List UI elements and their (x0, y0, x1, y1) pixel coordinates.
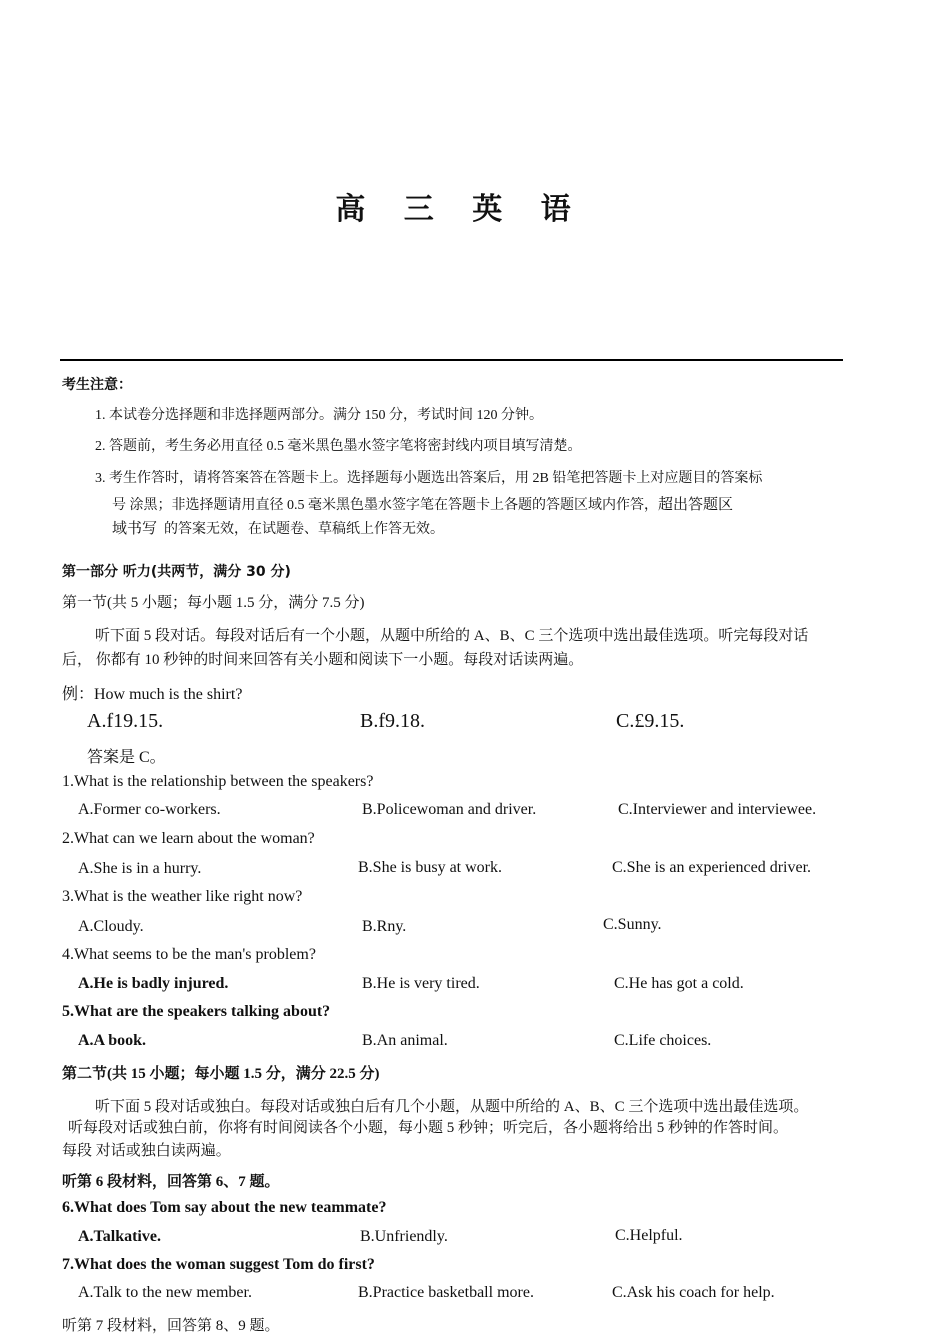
question-2-option-a: A.She is in a hurry. (78, 860, 202, 877)
notice-item-1: 1. 本试卷分选择题和非选择题两部分。满分 150 分，考试时间 120 分钟。 (95, 408, 543, 423)
part1-heading: 第一部分 听力(共两节，满分 30 分) (62, 564, 291, 580)
notice-item-3-line1: 3. 考生作答时，请将答案答在答题卡上。选择题每小题选出答案后，用 2B 铅笔把答题卡上对应题目的答案标 (95, 471, 763, 486)
notice-item-3-line3-a: 域书写 (112, 519, 158, 537)
notice-item-3-line3-b: 的答案无效，在试题卷、草稿纸上作答无效。 (164, 522, 445, 537)
question-3-option-c: C.Sunny. (603, 916, 662, 933)
section1-heading: 第一节(共 5 小题；每小题 1.5 分，满分 7.5 分) (62, 595, 365, 611)
question-6-option-a: A.Talkative. (78, 1228, 161, 1245)
notice-item-3-line2 (112, 493, 733, 514)
question-1-option-a: A.Former co-workers. (78, 801, 221, 818)
question-5: 5.What are the speakers talking about? (62, 1003, 331, 1020)
question-3-option-b: B.Rny. (362, 918, 407, 935)
section2-heading: 第二节(共 15 小题；每小题 1.5 分，满分 22.5 分) (62, 1066, 380, 1082)
question-3-option-a: A.Cloudy. (78, 918, 144, 935)
question-6: 6.What does Tom say about the new teammate? (62, 1199, 387, 1216)
question-1-option-b: B.Policewoman and driver. (362, 801, 537, 818)
divider-rule (60, 359, 843, 361)
question-4-option-a: A.He is badly injured. (78, 975, 229, 992)
example-option-b: B.f9.18. (360, 710, 425, 732)
question-4-option-b: B.He is very tired. (362, 975, 480, 992)
page-title: 高 三 英 语 (335, 192, 585, 227)
question-5-option-a: A.A book. (78, 1032, 147, 1049)
question-6-option-c: C.Helpful. (615, 1227, 683, 1244)
section2-instructions-line1: 听下面 5 段对话或独白。每段对话或独白后有几个小题，从题中所给的 A、B、C 三个选项中选出最佳选项。 (95, 1099, 809, 1115)
notice-item-3-line2-a: 号 涂黑；非选择题请用直径 0.5 毫米黑色墨水签字笔在答题卡上各题的答题区域内作答， (112, 498, 658, 513)
question-7-option-a: A.Talk to the new member. (78, 1284, 252, 1301)
material-7-heading: 听第 7 段材料，回答第 8、9 题。 (62, 1318, 280, 1334)
section1-instructions-line1: 听下面 5 段对话。每段对话后有一个小题，从题中所给的 A、B、C 三个选项中选出最佳选项。听完每段对话 (95, 628, 809, 644)
notice-heading: 考生注意： (62, 377, 132, 393)
material-6-heading: 听第 6 段材料，回答第 6、7 题。 (62, 1174, 280, 1190)
question-4: 4.What seems to be the man's problem? (62, 946, 316, 963)
question-7: 7.What does the woman suggest Tom do first? (62, 1256, 375, 1273)
example-answer: 答案是 C。 (87, 749, 166, 766)
question-1: 1.What is the relationship between the speakers? (62, 773, 374, 790)
question-5-option-b: B.An animal. (362, 1032, 448, 1049)
section2-instructions-line2: 听每段对话或独白前，你将有时间阅读各个小题，每小题 5 秒钟；听完后，各小题将给出 5 秒钟的作答时间。 (68, 1120, 789, 1136)
example-question: 例：How much is the shirt? (62, 686, 243, 703)
question-2-option-b: B.She is busy at work. (358, 859, 502, 876)
question-2: 2.What can we learn about the woman? (62, 830, 315, 847)
example-option-c: C.£9.15. (616, 710, 685, 732)
question-7-option-c: C.Ask his coach for help. (612, 1284, 775, 1301)
question-2-option-c: C.She is an experienced driver. (612, 859, 812, 876)
notice-item-2: 2. 答题前，考生务必用直径 0.5 毫米黑色墨水签字笔将密封线内项目填写清楚。 (95, 439, 582, 454)
notice-item-3-line3 (112, 517, 444, 538)
question-1-option-c: C.Interviewer and interviewee. (618, 801, 817, 818)
example-option-a: A.f19.15. (87, 710, 164, 732)
section1-instructions-line2: 后， 你都有 10 秒钟的时间来回答有关小题和阅读下一小题。每段对话读两遍。 (62, 652, 584, 668)
question-4-option-c: C.He has got a cold. (614, 975, 744, 992)
question-3: 3.What is the weather like right now? (62, 888, 303, 905)
notice-item-3-line2-b: 超出答题区 (658, 495, 734, 513)
question-6-option-b: B.Unfriendly. (360, 1228, 448, 1245)
question-5-option-c: C.Life choices. (614, 1032, 712, 1049)
section2-instructions-line3: 每段 对话或独白读两遍。 (62, 1143, 231, 1159)
question-7-option-b: B.Practice basketball more. (358, 1284, 534, 1301)
